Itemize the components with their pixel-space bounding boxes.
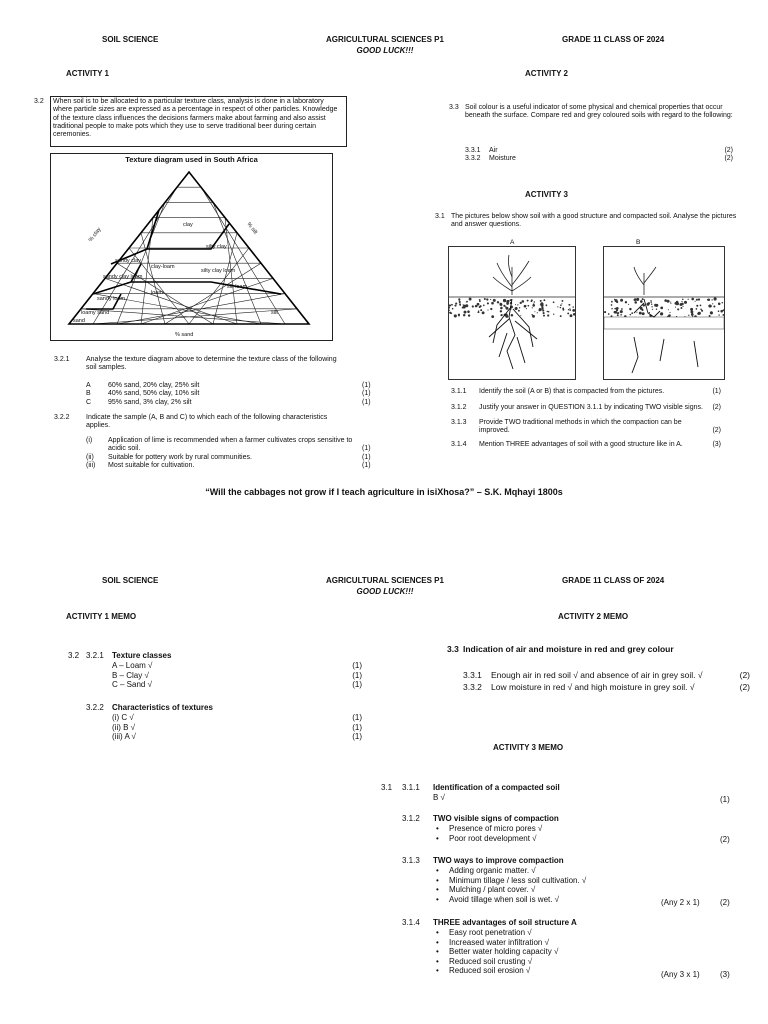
header-right: GRADE 11 CLASS OF 2024 — [562, 35, 665, 44]
header-right: GRADE 11 CLASS OF 2024 — [562, 576, 665, 585]
memo3-s2-bullets — [433, 824, 693, 843]
memo3-s4-bullets — [433, 928, 693, 976]
picture-a-label: A — [510, 239, 515, 246]
axis-clay-label: % clay — [87, 226, 103, 244]
answer-text: C – Sand √ — [112, 680, 152, 690]
texture-diagram-title: Texture diagram used in South Africa — [125, 155, 258, 164]
region-silt-loam: silt loam — [227, 284, 248, 290]
bullet-item: • Adding organic matter. √ — [433, 866, 693, 876]
memo3-s1-num: 3.1.1 — [402, 783, 420, 792]
item-text: Moisture — [489, 155, 516, 163]
header-center-sub: GOOD LUCK!!! — [356, 587, 414, 596]
item-text: Provide TWO traditional methods in which the compaction can be improved. — [479, 418, 682, 434]
q321-num: 3.2.1 — [54, 356, 70, 363]
sample-marks: (1) — [362, 390, 371, 398]
memo3-q: 3.1 — [381, 783, 393, 792]
memo-row — [112, 671, 362, 681]
item-marks: (1) — [712, 388, 721, 395]
region-sandy-clay: sandy clay — [115, 258, 141, 264]
item-num: 3.3.2 — [465, 155, 481, 163]
item-text: Mention THREE advantages of soil with a good structure like in A. — [479, 441, 683, 449]
memo3-s3-num: 3.1.3 — [402, 856, 420, 865]
picture-b-label: B — [636, 239, 641, 246]
picture-b-compacted — [603, 246, 725, 380]
char-row — [86, 437, 386, 454]
memo-row — [112, 661, 362, 671]
item-text: Low moisture in red √ and high moisture in grey soil. √ — [491, 682, 695, 692]
sample-marks: (1) — [362, 398, 371, 406]
memo-row — [112, 713, 362, 723]
activity2-items — [465, 147, 733, 164]
header-center-sub: GOOD LUCK!!! — [356, 46, 414, 55]
region-silt: silt — [271, 310, 278, 316]
memo3-s3-any: (Any 2 x 1) — [661, 898, 700, 907]
memo-row — [112, 680, 362, 690]
samples-list — [86, 382, 386, 407]
item-text: Air — [489, 147, 498, 154]
item-marks: (2) — [724, 155, 733, 163]
activity3-row — [451, 419, 721, 436]
bullet-item: • Easy root penetration √ — [433, 928, 693, 938]
activity1-intro-box: When soil is to be allocated to a particular texture class, analysis is done in a laboratory where particle sizes are expressed as a percentage in respect of other particles. Knowledge of the texture class influences the decisions farmers make about farming and also assist traditional people to make pots which they use to serve traditional beer during certain ceremonies. — [50, 96, 347, 147]
activity2-intro: Soil colour is a useful indicator of some physical and chemical properties that occur beneath the surface. Compare red and grey coloured soils with regard to the following: — [465, 104, 733, 120]
bullet-item: • Increased water infiltration √ — [433, 938, 693, 948]
axis-silt-label: % silt — [245, 221, 259, 236]
plant-b-illustration — [604, 247, 724, 379]
activity3-q-num: 3.1 — [435, 213, 445, 220]
region-sandy-clay-loam: sandy clay loam — [103, 274, 143, 280]
memo3-s3-heading: TWO ways to improve compaction — [433, 856, 564, 865]
answer-marks: (1) — [352, 661, 362, 670]
char-row — [86, 462, 386, 470]
bullet-item: • Better water holding capacity √ — [433, 947, 693, 957]
answer-marks: (1) — [352, 722, 362, 732]
header-center: AGRICULTURAL SCIENCES P1 — [326, 576, 444, 585]
sample-label: B — [86, 390, 91, 398]
answer-text: (iii) A √ — [112, 732, 136, 742]
char-text: Suitable for pottery work by rural communities. — [108, 453, 252, 461]
bullet-item: • Presence of micro pores √ — [433, 824, 693, 834]
region-sand: sand — [73, 318, 85, 324]
memo3-s4-heading: THREE advantages of soil structure A — [433, 918, 577, 927]
memo1-answers2 — [112, 713, 362, 742]
q322-num: 3.2.2 — [54, 414, 70, 421]
bullet-item: • Poor root development √ — [433, 834, 693, 844]
memo3-s4-any: (Any 3 x 1) — [661, 970, 700, 979]
memo3-s3-bullets — [433, 866, 693, 904]
char-marks: (1) — [362, 445, 371, 453]
region-loamy-sand: loamy sand — [81, 310, 110, 316]
char-label: (ii) — [86, 453, 94, 461]
memo-row — [112, 732, 362, 742]
answer-text: B – Clay √ — [112, 670, 149, 680]
memo-row — [112, 723, 362, 733]
item-text: Identify the soil (A or B) that is compacted from the pictures. — [479, 388, 665, 395]
sample-text: 40% sand, 50% clay, 10% silt — [108, 390, 200, 398]
activity2-title: ACTIVITY 2 — [525, 69, 568, 78]
activity2-row — [465, 147, 733, 155]
activity3-row — [451, 388, 721, 396]
region-silty-clay: silty clay — [206, 244, 227, 250]
memo3-s3-marks: (2) — [720, 898, 730, 907]
item-marks: (2) — [739, 682, 750, 692]
activity3-items — [451, 388, 721, 449]
memo1-answers — [112, 661, 362, 690]
memo1-q321-heading: Texture classes — [112, 651, 172, 660]
item-num: 3.1.4 — [451, 441, 467, 449]
answer-text: (ii) B √ — [112, 722, 136, 732]
header-center: AGRICULTURAL SCIENCES P1 — [326, 35, 444, 44]
region-clay: clay — [183, 222, 193, 228]
region-loam: loam — [151, 290, 163, 296]
item-marks: (2) — [712, 404, 721, 412]
item-marks: (2) — [739, 670, 750, 680]
bullet-item: • Reduced soil crusting √ — [433, 957, 693, 967]
memo2-title: ACTIVITY 2 MEMO — [558, 612, 629, 621]
activity1-title: ACTIVITY 1 — [66, 69, 109, 78]
char-row — [86, 454, 386, 462]
answer-text: A – Loam √ — [112, 661, 153, 670]
memo2-items — [463, 669, 750, 693]
char-text: Application of lime is recommended when a farmer cultivates crops sensitive to acidic soil. — [108, 437, 353, 453]
memo2-heading-num: 3.3 — [447, 644, 459, 654]
bullet-item: • Reduced soil erosion √ — [433, 966, 693, 976]
answer-marks: (1) — [352, 732, 362, 742]
sample-text: 95% sand, 3% clay, 2% silt — [108, 398, 192, 406]
region-sandy-loam: sandy loam — [97, 296, 126, 302]
sample-marks: (1) — [362, 382, 371, 389]
quote: “Will the cabbages not grow if I teach agriculture in isiXhosa?” – S.K. Mqhayi 1800s — [205, 487, 563, 497]
item-marks: (2) — [712, 426, 721, 434]
activity2-q-num: 3.3 — [449, 104, 459, 111]
memo-row — [463, 669, 750, 681]
activity1-q-num: 3.2 — [34, 98, 44, 105]
answer-marks: (1) — [352, 713, 362, 722]
item-text: Justify your answer in QUESTION 3.1.1 by indicating TWO visible signs. — [479, 404, 703, 412]
bullet-item: • Mulching / plant cover. √ — [433, 885, 693, 895]
memo3-s1-answer: B √ — [433, 793, 445, 802]
answer-marks: (1) — [352, 680, 362, 690]
item-marks: (2) — [724, 147, 733, 154]
q321-text: Analyse the texture diagram above to determine the texture class of the following soil samples. — [86, 356, 337, 372]
char-marks: (1) — [362, 453, 371, 461]
memo1-title: ACTIVITY 1 MEMO — [66, 612, 137, 621]
memo3-s4-num: 3.1.4 — [402, 918, 420, 927]
characteristics-list — [86, 437, 386, 470]
sample-label: C — [86, 398, 92, 406]
axis-sand-label: % sand — [175, 332, 194, 338]
header-left: SOIL SCIENCE — [102, 576, 159, 585]
answer-marks: (1) — [352, 670, 362, 680]
sample-row — [86, 382, 386, 390]
item-num: 3.3.1 — [463, 670, 482, 680]
item-text: Enough air in red soil √ and absence of air in grey soil. √ — [491, 670, 703, 680]
activity3-row — [451, 441, 721, 449]
region-silty-clay-loam: silty clay loam — [201, 268, 236, 274]
memo-row — [463, 681, 750, 693]
memo3-s4-marks: (3) — [720, 970, 730, 979]
activity2-row — [465, 155, 733, 163]
bullet-item: • Avoid tillage when soil is wet. √ — [433, 895, 693, 905]
region-clay-loam: clay-loam — [151, 264, 175, 270]
item-num: 3.3.2 — [463, 682, 482, 692]
header-left: SOIL SCIENCE — [102, 35, 159, 44]
activity3-title: ACTIVITY 3 — [525, 190, 568, 199]
memo1-q321: 3.2.1 — [86, 651, 104, 660]
memo3-s1-heading: Identification of a compacted soil — [433, 783, 560, 792]
memo3-s2-num: 3.1.2 — [402, 814, 420, 823]
activity3-row — [451, 404, 721, 412]
item-num: 3.3.1 — [465, 147, 481, 154]
item-num: 3.1.1 — [451, 388, 467, 395]
memo1-q: 3.2 — [68, 651, 80, 660]
memo1-q322-heading: Characteristics of textures — [112, 703, 213, 712]
texture-diagram — [50, 153, 333, 341]
item-num: 3.1.2 — [451, 404, 467, 412]
char-marks: (1) — [362, 461, 371, 469]
item-marks: (3) — [712, 441, 721, 449]
picture-a-good-structure — [448, 246, 576, 380]
texture-triangle — [51, 154, 332, 340]
char-text: Most suitable for cultivation. — [108, 461, 195, 469]
sample-row — [86, 390, 386, 398]
q322-text: Indicate the sample (A, B and C) to which each of the following characteristics applies. — [86, 414, 328, 430]
bullet-item: • Minimum tillage / less soil cultivation. √ — [433, 876, 693, 886]
activity3-intro: The pictures below show soil with a good structure and compacted soil. Analyse the pictures and answer questions. — [451, 213, 737, 229]
memo3-title: ACTIVITY 3 MEMO — [493, 743, 564, 752]
memo2-heading: Indication of air and moisture in red and grey colour — [463, 644, 674, 654]
memo3-s1-marks: (1) — [720, 795, 730, 804]
char-label: (i) — [86, 437, 93, 444]
sample-row — [86, 399, 386, 407]
char-label: (iii) — [86, 461, 96, 469]
answer-text: (i) C √ — [112, 713, 134, 722]
sample-text: 60% sand, 20% clay, 25% silt — [108, 382, 200, 389]
memo3-s2-marks: (2) — [720, 835, 730, 844]
memo1-q322: 3.2.2 — [86, 703, 104, 712]
sample-label: A — [86, 382, 91, 389]
item-num: 3.1.3 — [451, 418, 467, 426]
plant-a-illustration — [449, 247, 575, 379]
memo3-s2-heading: TWO visible signs of compaction — [433, 814, 559, 823]
